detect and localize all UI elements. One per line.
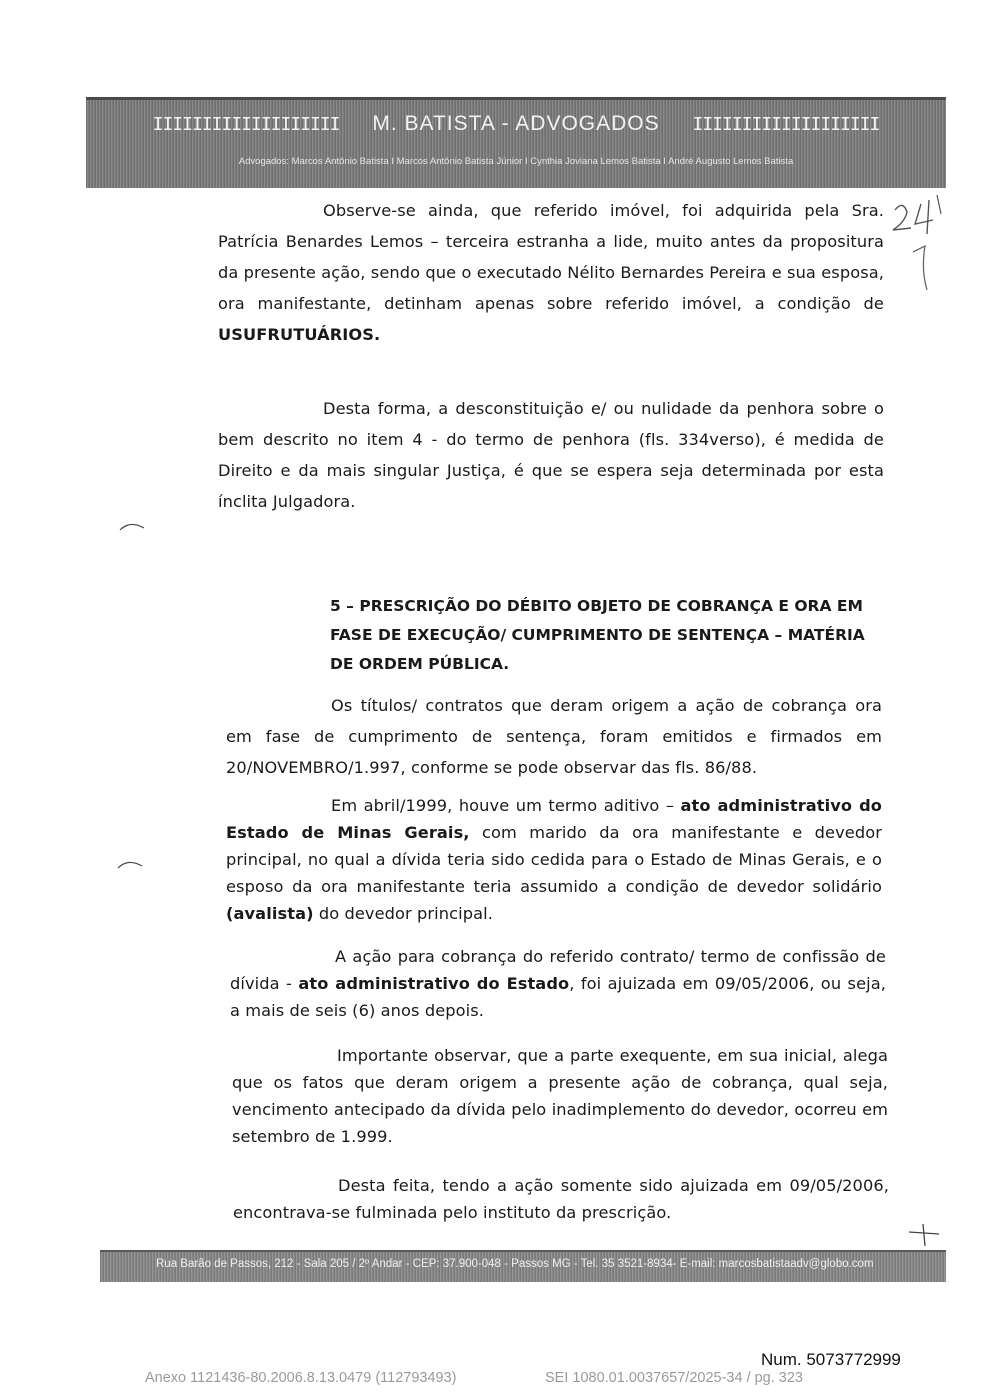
annex-reference: Anexo 1121436-80.2006.8.13.0479 (112793493)	[145, 1370, 457, 1386]
paragraph-6	[232, 1042, 888, 1150]
paragraph-5-part-a: A ação para cobrança do referido contrato/ termo de confissão de dívida -	[230, 947, 886, 993]
lawyers-list: Advogados: Marcos Antônio Batista I Marcos Antônio Batista Júnior I Cynthia Joviana Lemos Batista I André Augusto Lemos Batista	[238, 156, 794, 167]
letterhead-title-line	[86, 112, 946, 136]
paragraph-5	[230, 943, 886, 1024]
paragraph-2	[218, 393, 884, 517]
handwritten-page-number	[885, 190, 945, 310]
paragraph-4-bold-d: (avalista)	[226, 904, 314, 923]
paragraph-2-text: Desta forma, a desconstituição e/ ou nulidade da penhora sobre o bem descrito no item 4 - do termo de penhora (fls. 334verso), é medida de Direito e da mais singular Justiça, é que se espera seja determinada por esta ínclita Julgadora.	[218, 399, 884, 511]
paragraph-4-part-a: Em abril/1999, houve um termo aditivo –	[331, 796, 681, 815]
paragraph-1-bold: USUFRUTUÁRIOS.	[218, 325, 381, 344]
firm-name: M. BATISTA - ADVOGADOS	[372, 112, 660, 135]
paragraph-6-text: Importante observar, que a parte exequente, em sua inicial, alega que os fatos que deram origem a presente ação de cobrança, qual seja, vencimento antecipado da dívida pelo inadimplemento do devedor, ocorreu em setembro de 1.999.	[232, 1046, 888, 1146]
paragraph-4-part-e: do devedor principal.	[313, 904, 493, 923]
paragraph-7	[233, 1172, 889, 1226]
paragraph-4-part-c: com marido da ora manifestante e devedor principal, no qual a dívida teria sido cedida para o Estado de Minas Gerais, e o esposo da ora manifestante teria assumido a condição de devedor solidário	[226, 823, 882, 896]
initial-mark	[905, 1220, 945, 1250]
paragraph-7-text: Desta feita, tendo a ação somente sido ajuizada em 09/05/2006, encontrava-se fulminada pelo instituto da prescrição.	[233, 1176, 889, 1222]
margin-mark	[118, 520, 148, 532]
paragraph-3	[226, 690, 882, 783]
decorative-bars-left: IIIIIIIIIIIIIIIIIII	[152, 114, 340, 135]
paragraph-1	[218, 195, 884, 350]
sei-reference: SEI 1080.01.0037657/2025-34 / pg. 323	[545, 1370, 803, 1386]
paragraph-3-text: Os títulos/ contratos que deram origem a ação de cobrança ora em fase de cumprimento de sentença, foram emitidos e firmados em 20/NOVEMBRO/1.997, conforme se pode observar das fls. 86/88.	[226, 696, 882, 777]
letterhead-footer	[100, 1250, 946, 1282]
section-heading: 5 – PRESCRIÇÃO DO DÉBITO OBJETO DE COBRANÇA E ORA EM FASE DE EXECUÇÃO/ CUMPRIMENTO DE SENTENÇA – MATÉRIA DE ORDEM PÚBLICA.	[330, 597, 865, 673]
paragraph-5-part-c: , foi ajuizada em 09/05/2006, ou seja, a mais de seis (6) anos depois.	[230, 974, 887, 1020]
paragraph-4	[226, 792, 882, 927]
decorative-bars-right: IIIIIIIIIIIIIIIIIII	[692, 114, 880, 135]
letterhead-header	[86, 97, 946, 188]
paragraph-5-bold: ato administrativo do Estado	[298, 974, 570, 993]
paragraph-4-bold-a: ato administrativo do Estado de Minas Gerais,	[226, 796, 882, 842]
footer-address: Rua Barão de Passos, 212 - Sala 205 / 2º Andar - CEP: 37.900-048 - Passos MG - Tel. 35 3521-8934- E-mail: marcosbatistaadv@globo.com	[156, 1258, 874, 1270]
paragraph-1-text: Observe-se ainda, que referido imóvel, foi adquirida pela Sra. Patrícia Benardes Lemos – terceira estranha a lide, muito antes da propositura da presente ação, sendo que o executado Nélito Bernardes Pereira e sua esposa, ora manifestante, detinham apenas sobre referido imóvel, a condição de	[218, 201, 884, 313]
document-number: Num. 5073772999	[761, 1350, 901, 1369]
margin-mark	[116, 858, 146, 870]
